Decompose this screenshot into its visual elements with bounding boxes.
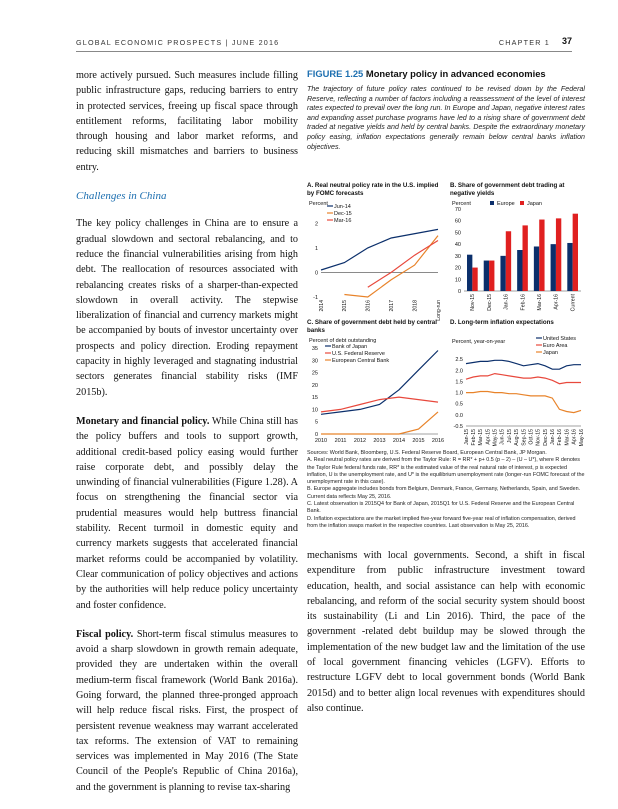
y-tick-label: 25 xyxy=(311,370,318,377)
y-tick-label: 1.5 xyxy=(455,379,463,386)
x-tick-label: 2011 xyxy=(334,438,347,444)
figure-description: The trajectory of future policy rates continued to be revised down by the Federal Reserve, reflecting a number of factors including a reassessment of the level of interest rates expected to prevail over the long run. In Europe and Japan, negative interest rates and expanding asset purchase programs have led to a rising share of government debt traded at negative yields and held by central banks. Despite the extraordinary monetary policy easing, inflation expectations generally remain below central banks inflation objectives. xyxy=(307,85,585,151)
series-line-japan xyxy=(466,392,581,413)
figure-number: FIGURE 1.25 xyxy=(307,68,364,79)
y-tick-label: 70 xyxy=(454,207,461,213)
x-tick-label: Oct-15 xyxy=(528,429,535,445)
x-tick-label: Dec-15 xyxy=(486,294,493,311)
x-tick-label: Mar-15 xyxy=(478,429,485,446)
series-line-jun-14 xyxy=(321,229,438,270)
x-tick-label: 2016 xyxy=(365,300,372,312)
y-unit-label: Percent xyxy=(452,201,471,207)
panel-c-chart xyxy=(307,336,445,448)
x-tick-label: Dec-15 xyxy=(542,429,549,446)
bar-japan xyxy=(472,268,477,291)
x-tick-label: Mar-16 xyxy=(564,429,571,446)
x-tick-label: Apr-15 xyxy=(485,429,492,445)
y-tick-label: 2.5 xyxy=(455,357,463,364)
x-tick-label: Current xyxy=(570,294,577,312)
legend-label: United States xyxy=(543,336,577,342)
x-tick-label: Mar-16 xyxy=(537,294,544,311)
y-tick-label: 15 xyxy=(311,395,318,402)
legend-label: Dec-15 xyxy=(334,211,352,217)
left-column xyxy=(76,68,298,809)
paragraph-lead: Monetary and financial policy. xyxy=(76,415,210,427)
y-unit-label: Percent of debt outstanding xyxy=(309,338,377,344)
bar-europe xyxy=(484,261,489,291)
legend-label: Euro Area xyxy=(543,343,568,349)
legend-swatch xyxy=(490,201,494,205)
right-column xyxy=(307,548,585,716)
x-tick-label: 2015 xyxy=(342,300,349,312)
chapter-label: CHAPTER 1 xyxy=(498,38,550,47)
bar-japan xyxy=(506,231,511,291)
note-c: C. Latest observation is 2015Q4 for Bank of Japan, 2015Q1 for U.S. Federal Reserve and the European Central Bank. xyxy=(307,501,575,515)
y-tick-label: -0.5 xyxy=(453,424,463,430)
y-tick-label: 1 xyxy=(314,245,318,252)
bar-japan xyxy=(573,214,578,291)
panel-c xyxy=(307,319,445,448)
section-heading: Challenges in China xyxy=(76,190,167,203)
y-tick-label: 50 xyxy=(454,230,461,237)
y-tick-label: 0.0 xyxy=(455,412,463,419)
bar-europe xyxy=(551,244,556,291)
series-line-dec-15 xyxy=(344,236,438,297)
legend-label: Jun-14 xyxy=(334,204,351,210)
bar-japan xyxy=(556,218,561,291)
note-a: A. Real neutral policy rates are derived from the Taylor Rule: R = RR* + p+ 0.5 (p – 2) – (U – U*), where R denotes the Taylor Rule federal funds rate, RR* is the estimated value of the real natural rate of interest, p is expected inflation, U is the unemployment rate, and U* is the equilibrium unemployment rate (longer-run FOMC forecast of the unemployment rate in this case). xyxy=(307,457,585,486)
x-tick-label: Feb-16 xyxy=(557,429,564,446)
x-tick-label: 2010 xyxy=(314,438,328,444)
figure-title xyxy=(307,68,585,79)
y-tick-label: 0 xyxy=(457,289,461,295)
series-line-mar-16 xyxy=(368,241,438,288)
y-tick-label: 40 xyxy=(454,242,461,249)
panel-d xyxy=(450,319,585,448)
panel-a-title: A. Real neutral policy rate in the U.S. implied by FOMC forecasts xyxy=(307,182,439,197)
bar-japan xyxy=(523,225,528,291)
legend-label: U.S. Federal Reserve xyxy=(332,351,385,357)
panel-a-chart xyxy=(307,199,442,319)
x-tick-label: Jan-16 xyxy=(550,429,557,445)
series-line-euro-area xyxy=(466,374,581,384)
legend-label: European Central Bank xyxy=(332,358,390,364)
figure-title-text: Monetary policy in advanced economies xyxy=(365,68,546,79)
note-b: B. Europe aggregate includes bonds from Belgium, Denmark, France, Germany, Netherlands, Spain, and Sweden. Current data reflects May 25, 2016. xyxy=(307,486,581,500)
y-tick-label: 30 xyxy=(311,358,318,365)
x-tick-label: 2014 xyxy=(318,300,325,312)
y-unit-label: Percent, year-on-year xyxy=(452,339,506,345)
y-tick-label: 20 xyxy=(454,265,461,272)
series-line-united-states xyxy=(466,360,581,369)
y-tick-label: 35 xyxy=(311,346,318,352)
paragraph: mechanisms with local governments. Second, a shift in fiscal expenditure from public infrastructure investment toward education, health, and social assistance can help with economic rebalancing, and reform of the social security system should boost its sustainability (Li and Lin 2016). Third, the pace of the government -related debt buildup may be slowed through the implementation of the new budget law and the limitation of the use of local government financing vehicles (LGFV). Efforts to restructure LGFV debt to local government bonds (World Bank 2015d) and to better align local revenues with expenditures should also continue. xyxy=(307,550,585,714)
legend-label: Bank of Japan xyxy=(332,344,368,350)
bar-europe xyxy=(500,256,505,291)
paragraph-lead: Fiscal policy. xyxy=(76,628,134,640)
page-header xyxy=(76,36,572,50)
x-tick-label: 2016 xyxy=(431,438,445,444)
legend-label: Japan xyxy=(527,201,542,207)
x-tick-label: 2013 xyxy=(373,438,386,444)
x-tick-label: Apr-16 xyxy=(571,429,578,445)
x-tick-label: Nov-15 xyxy=(535,429,542,446)
panel-c-title: C. Share of government debt held by central banks xyxy=(307,319,437,334)
series-line-european-central-bank xyxy=(321,412,438,434)
x-tick-label: Sep-15 xyxy=(521,429,528,446)
x-tick-label: Apr-16 xyxy=(553,294,560,310)
page-number: 37 xyxy=(561,36,572,46)
y-tick-label: 2 xyxy=(314,221,318,228)
x-tick-label: May-15 xyxy=(492,429,499,447)
paragraph xyxy=(76,627,298,795)
x-tick-label: 2014 xyxy=(392,438,406,444)
y-tick-label: 1.0 xyxy=(455,390,463,397)
bar-europe xyxy=(517,250,522,291)
legend-swatch xyxy=(520,201,524,205)
panel-d-chart xyxy=(450,336,585,448)
legend-label: Mar-16 xyxy=(334,218,352,224)
y-tick-label: -1 xyxy=(313,295,318,301)
x-tick-label: 2017 xyxy=(389,300,395,312)
bar-europe xyxy=(534,246,539,291)
figure-notes xyxy=(307,450,585,530)
y-tick-label: 10 xyxy=(454,277,461,284)
panel-d-title: D. Long-term inflation expectations xyxy=(450,319,554,326)
paragraph-body: While China still has the policy buffers and tools to support growth, additional credit-based policy easing would further raise corporate debt, and possibly delay the unwinding of financial vulnerabilities (Figure 1.28). A focus on strengthening the financial sector via prudential measures would help buttress financial stability. Recent turmoil in domestic equity and currency markets suggests that accelerated financial market reforms could be accompanied by volatility. Clear communication of policy objectives and actions by the authorities will help reduce policy uncertainty and foster confidence. xyxy=(76,415,298,611)
legend-label: Europe xyxy=(497,201,515,207)
y-tick-label: 60 xyxy=(454,218,461,225)
x-tick-label: 2012 xyxy=(353,438,367,444)
x-tick-label: Feb-15 xyxy=(470,429,477,446)
legend-label: Japan xyxy=(543,350,558,356)
paragraph: more actively pursued. Such measures include filling public infrastructure gaps, reducing barriers to entry in protected services, freeing up fiscal space through entitlement reforms, facilitating labor mobility through housing and labor market reforms, and reducing skill mismatches and barriers to business entry. xyxy=(76,70,298,173)
panel-b-chart xyxy=(450,199,585,319)
header-rule xyxy=(76,51,572,52)
y-unit-label: Percent xyxy=(309,201,328,207)
notes-sources: Sources: World Bank, Bloomberg, U.S. Federal Reserve Board, European Central Bank, JP Morgan. xyxy=(307,450,547,456)
y-tick-label: 20 xyxy=(311,382,318,389)
x-tick-label: 2018 xyxy=(412,300,419,312)
x-tick-label: Jul-15 xyxy=(506,429,513,444)
x-tick-label: Jan-15 xyxy=(463,429,470,445)
y-tick-label: 2.0 xyxy=(455,368,463,375)
bar-japan xyxy=(489,261,494,291)
paragraph xyxy=(76,414,298,613)
note-d: D. Inflation expectations are the market implied five-year forward five-year real of inflation compensation, derived from the inflation swaps market in the respective countries. Last observation is May 25, 2016. xyxy=(307,515,576,529)
y-tick-label: 30 xyxy=(454,253,461,260)
x-tick-label: Jun-15 xyxy=(499,429,506,445)
y-tick-label: 0.5 xyxy=(455,401,463,408)
x-tick-label: 2015 xyxy=(412,438,425,444)
x-tick-label: May-16 xyxy=(578,429,585,447)
running-title: GLOBAL ECONOMIC PROSPECTS | JUNE 2016 xyxy=(76,38,280,47)
x-tick-label: Feb-16 xyxy=(520,294,527,311)
panel-a xyxy=(307,182,442,319)
y-tick-label: 10 xyxy=(311,407,318,414)
figure-box xyxy=(307,68,585,152)
paragraph: The key policy challenges in China are to ensure a gradual slowdown and sectoral rebalancing, and to reduce the financial vulnerabilities arising from high debt. The reallocation of resources associated with rebalancing creates risks of a sharper-than-expected slowdown in overall activity. The stepwise liberalization of financial and currency markets might be accompanied by bouts of investor uncertainty over prospects and policy direction. Eroding repayment capacity in highly leveraged and stagnating industrial sectors generates financial stability risks (IMF 2015b). xyxy=(76,218,298,398)
panel-b-title: B. Share of government debt trading at negative yields xyxy=(450,182,565,197)
bar-europe xyxy=(467,255,472,291)
y-tick-label: 5 xyxy=(314,419,318,426)
panel-b xyxy=(450,182,585,319)
x-tick-label: Long-run xyxy=(435,300,442,321)
x-tick-label: Nov-15 xyxy=(470,294,477,311)
y-tick-label: 0 xyxy=(314,270,318,277)
bar-europe xyxy=(567,243,572,291)
paragraph-body: Short-term fiscal stimulus measures to avoid a sharp slowdown in growth remain adequate, provided they are undertaken within the overall medium-term fiscal framework (World Bank 2016a). Going forward, the planned three-pronged approach will help reduce fiscal risks. First, the prospect of persistent revenue weakness may warrant accelerated tax reforms. The extension of VAT to remaining services was implemented in May 2016 (The State Council of the People's Republic of China 2016a), and the government is planning to revise tax-sharing xyxy=(76,628,299,793)
x-tick-label: Jan-16 xyxy=(503,294,510,310)
x-tick-label: Aug-15 xyxy=(514,429,521,446)
bar-japan xyxy=(539,220,544,291)
y-tick-label: 0 xyxy=(314,432,318,438)
